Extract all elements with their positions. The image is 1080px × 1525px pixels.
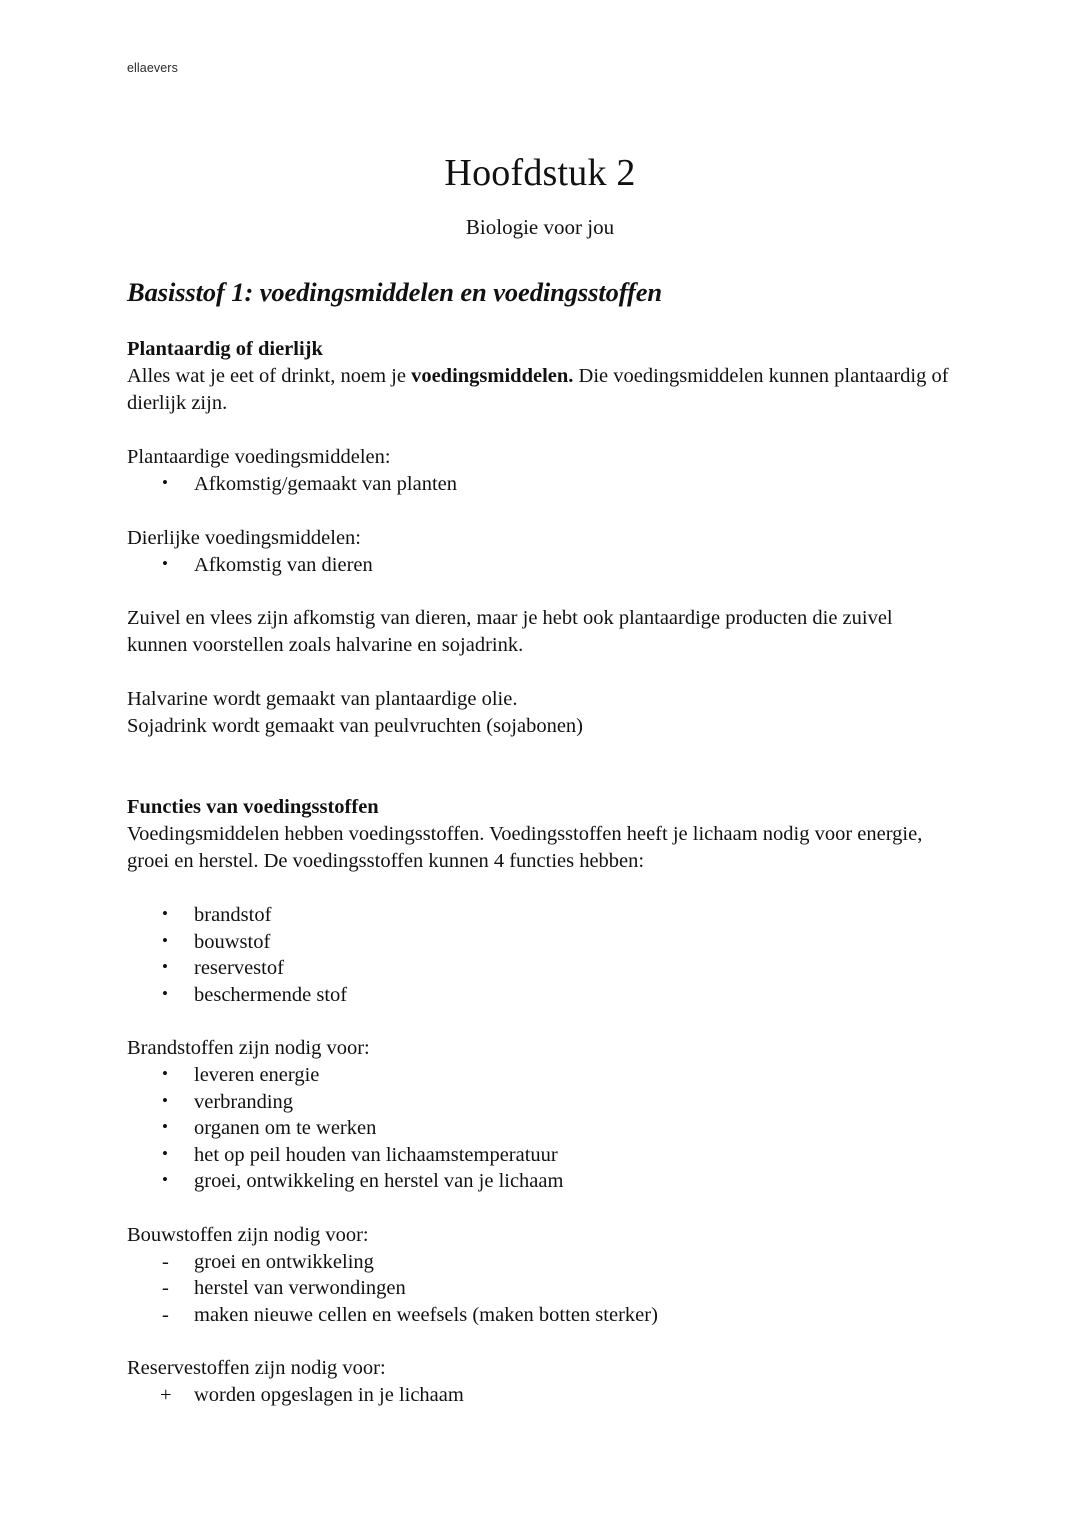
paragraph-zuivel-en-vlees: Zuivel en vlees zijn afkomstig van dieren, maar je hebt ook plantaardige producten die zuivel kunnen voorstellen zoals halvarine en sojadrink. [127,607,893,656]
spacer [127,1328,953,1355]
list-brandstoffen [127,1062,953,1195]
list-item: • organen om te werken [127,1115,953,1142]
intro-text-bold-term: voedingsmiddelen. [411,365,574,387]
document-author-header: ellaevers [127,61,178,75]
list-item: + worden opgeslagen in je lichaam [127,1382,953,1409]
spacer [127,578,953,605]
list-item: • bouwstof [127,929,953,956]
intro-text-part-1: Alles wat je eet of drinkt, noem je [127,365,412,387]
label-bouwstoffen: Bouwstoffen zijn nodig voor: [127,1223,369,1246]
list-item: - maken nieuwe cellen en weefsels (maken botten sterker) [127,1302,953,1329]
list-item: • het op peil houden van lichaamstemperatuur [127,1142,953,1169]
list-dierlijke-voedingsmiddelen [127,552,953,579]
label-reservestoffen: Reservestoffen zijn nodig voor: [127,1357,386,1379]
spacer [127,417,953,444]
list-item: • groei, ontwikkeling en herstel van je lichaam [127,1168,953,1195]
list-item: • verbranding [127,1089,953,1116]
list-item: • Afkomstig van dieren [127,552,953,579]
list-item: • reservestof [127,955,953,982]
list-vier-functies [127,902,953,1008]
paragraph-voedingsmiddelen-intro [127,363,953,417]
list-bouwstoffen [127,1249,953,1329]
label-dierlijke-voedingsmiddelen: Dierlijke voedingsmiddelen: [127,526,361,549]
intro-text-part-2: Die voedingsmiddelen kunnen plantaardig of dierlijk zijn. [127,365,949,414]
spacer [127,1195,953,1222]
page-title: Hoofdstuk 2 [444,152,636,194]
list-item: - herstel van verwondingen [127,1275,953,1302]
spacer [127,498,953,525]
document-body [127,150,953,1409]
list-plantaardige-voedingsmiddelen [127,471,953,498]
line-sojadrink: Sojadrink wordt gemaakt van peulvruchten (sojabonen) [127,715,583,737]
line-halvarine: Halvarine wordt gemaakt van plantaardige olie. [127,688,518,710]
list-item: • brandstof [127,902,953,929]
label-plantaardige-voedingsmiddelen: Plantaardige voedingsmiddelen: [127,446,391,468]
spacer [127,659,953,686]
list-reservestoffen [127,1382,953,1409]
subheading-plantaardig-of-dierlijk: Plantaardig of dierlijk [127,338,323,360]
subheading-functies-van-voedingsstoffen: Functies van voedingsstoffen [127,796,379,818]
paragraph-functies-intro: Voedingsmiddelen hebben voedingsstoffen. Voedingsstoffen heeft je lichaam nodig voor energie, groei en herstel. De voedingsstoffen kunnen 4 functies hebben: [127,823,923,872]
spacer [127,740,953,794]
spacer [127,1008,953,1035]
list-item: • beschermende stof [127,982,953,1009]
list-item: • leveren energie [127,1062,953,1089]
spacer [127,875,953,902]
list-item: - groei en ontwikkeling [127,1249,953,1276]
section-heading-basisstof-1: Basisstof 1: voedingsmiddelen en voedingsstoffen [127,277,663,307]
list-item: • Afkomstig/gemaakt van planten [127,471,953,498]
label-brandstoffen: Brandstoffen zijn nodig voor: [127,1037,370,1059]
page-subtitle: Biologie voor jou [465,215,615,239]
spacer [127,308,953,336]
